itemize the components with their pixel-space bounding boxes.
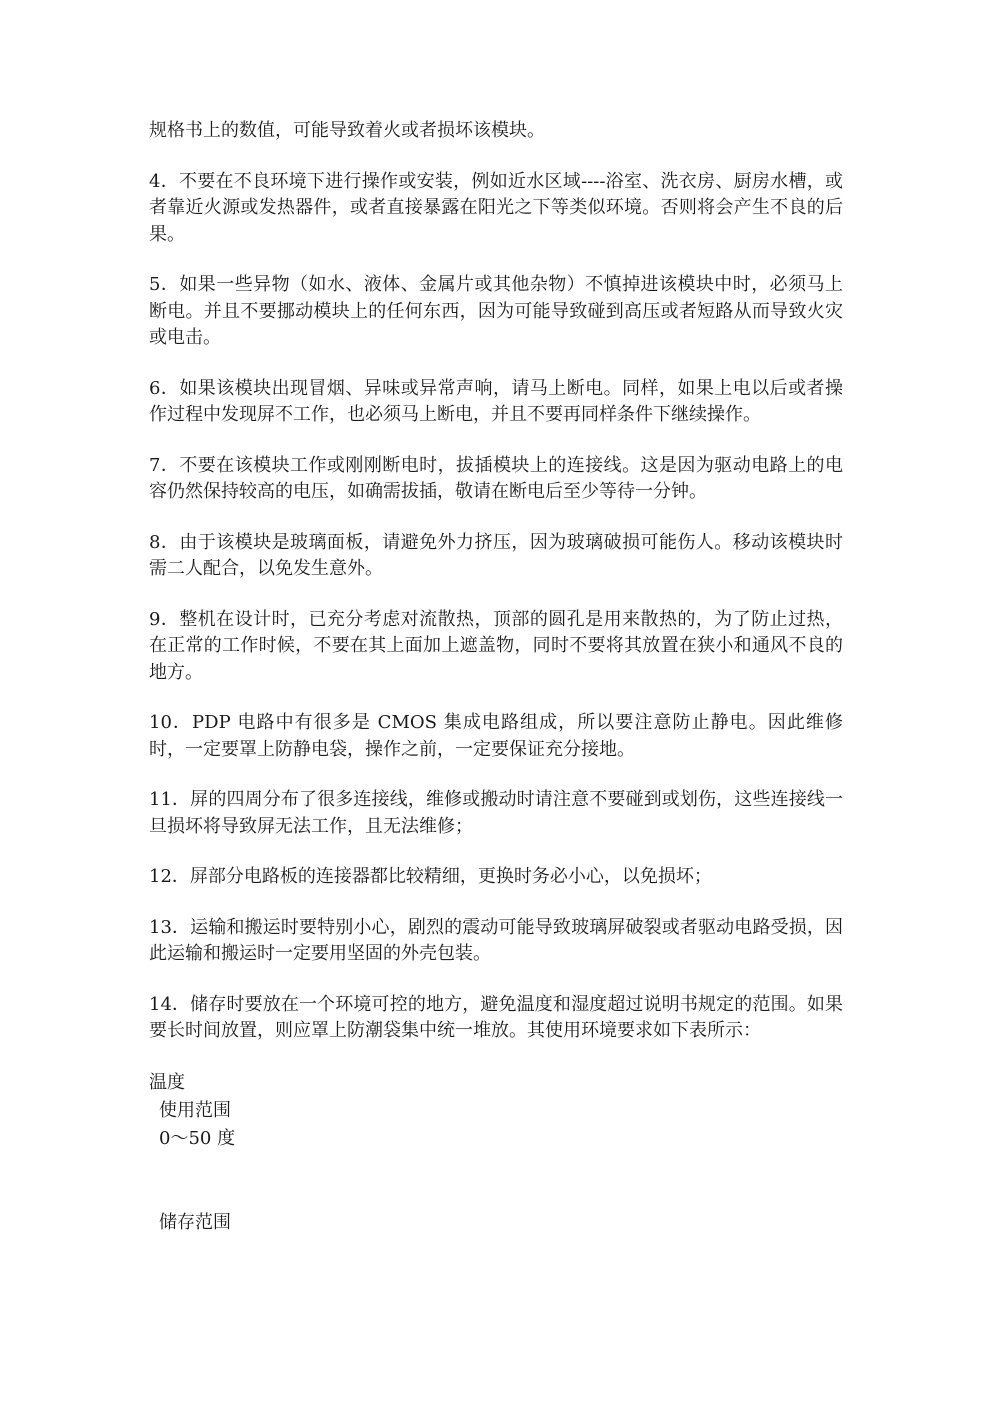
paragraph-item-12: 12．屏部分电路板的连接器都比较精细，更换时务必小心，以免损坏； [149,866,712,887]
table-spacer [149,1153,843,1209]
paragraph-intro: 规格书上的数值，可能导致着火或者损坏该模块。 [149,120,545,141]
paragraph-item-11: 11．屏的四周分布了很多连接线，维修或搬动时请注意不要碰到或划伤，这些连接线一旦损坏将导致屏无法工作，且无法维修； [149,789,843,837]
paragraph-item-6: 6．如果该模块出现冒烟、异味或异常声响，请马上断电。同样，如果上电以后或者操作过程中发现屏不工作，也必须马上断电，并且不要再同样条件下继续操作。 [149,377,843,425]
paragraph-item-14: 14．储存时要放在一个环境可控的地方，避免温度和湿度超过说明书规定的范围。如果要长时间放置，则应罩上防潮袋集中统一堆放。其使用环境要求如下表所示： [149,993,843,1041]
paragraph-item-10: 10．PDP 电路中有很多是 CMOS 集成电路组成，所以要注意防止静电。因此维修时，一定要罩上防静电袋，操作之前，一定要保证充分接地。 [149,712,843,760]
use-range-value: 0～50 度 [159,1127,236,1149]
paragraph-item-4: 4．不要在不良环境下进行操作或安装，例如近水区域----浴室、洗衣房、厨房水槽，或者靠近火源或发热器件，或者直接暴露在阳光之下等类似环境。否则将会产生不良的后果。 [149,170,843,245]
environment-table [149,1069,843,1237]
paragraph-item-9: 9．整机在设计时，已充分考虑对流散热，顶部的圆孔是用来散热的，为了防止过热，在正常的工作时候，不要在其上面加上遮盖物，同时不要将其放置在狭小和通风不良的地方。 [149,608,843,683]
paragraph-item-5: 5．如果一些异物（如水、液体、金属片或其他杂物）不慎掉进该模块中时，必须马上断电。并且不要挪动模块上的任何东西，因为可能导致碰到高压或者短路从而导致火灾或电击。 [149,274,843,348]
temperature-heading: 温度 [149,1071,185,1093]
paragraph-item-13: 13．运输和搬运时要特别小心，剧烈的震动可能导致玻璃屏破裂或者驱动电路受损，因此运输和搬运时一定要用坚固的外壳包装。 [149,916,843,964]
document-page [149,118,843,1237]
paragraph-item-8: 8．由于该模块是玻璃面板，请避免外力挤压，因为玻璃破损可能伤人。移动该模块时需二人配合，以免发生意外。 [149,531,843,579]
paragraph-item-7: 7．不要在该模块工作或刚刚断电时，拔插模块上的连接线。这是因为驱动电路上的电容仍然保持较高的电压，如确需拔插，敬请在断电后至少等待一分钟。 [149,454,843,502]
use-range-label: 使用范围 [159,1099,231,1121]
storage-range-label: 储存范围 [159,1211,231,1233]
